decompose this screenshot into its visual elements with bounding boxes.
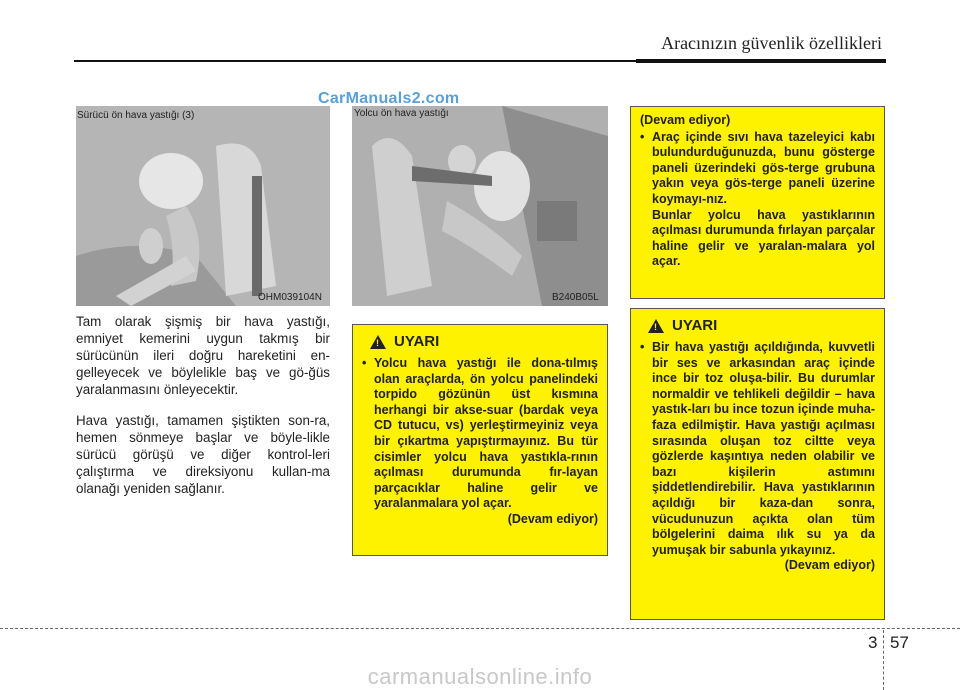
body-text (76, 313, 330, 511)
footer-watermark: carmanualsonline.info (367, 664, 593, 689)
warning-heading (648, 317, 875, 334)
figure-2-code: B240B05L (552, 292, 599, 303)
continued-head: (Devam ediyor) (640, 113, 731, 127)
warning-title: UYARI (394, 333, 440, 350)
watermark-logo-text: CarManuals2.com (318, 90, 460, 107)
header-rule-accent (636, 59, 886, 63)
body-paragraph-1: Tam olarak şişmiş bir hava yastığı, emniyet kemerini uygun takmış bir sürücünün ileri doğru hareketini en-gelleyecek ve böylelikle baş ve gö-ğüs yaralanmasını önleyecektir. (76, 314, 330, 397)
info-box-right-top (630, 106, 885, 299)
warning-box-right (630, 308, 885, 620)
warning-title: UYARI (672, 317, 718, 334)
warning-bullet: • Yolcu hava yastığı ile dona-tılmış olan araçlarda, ön yolcu panelindeki torpido gözünün üst kısmına herhangi bir akse-suar (bardak veya CD tutucu, vs) yerleştirmeyiniz veya bir çıkartma yapıştırmayınız. Bu tür cisimler yolcu hava yastıkla-rının açılması durumunda fır-layan parçacıklar haline gelir ve yaralanmalara yol açar. (362, 356, 598, 511)
warning-triangle-icon: ! (370, 335, 386, 349)
info-paragraph: Bunlar yolcu hava yastıklarının açılması durumunda fırlayan parçalar haline gelir ve yaralan-malara yol açar. (652, 207, 875, 269)
continued-label: (Devam ediyor) (784, 558, 875, 573)
body-paragraph-2: Hava yastığı, tamamen şiştikten son-ra, hemen sönmeye başlar ve böyle-likle sürücü görüşü ve diğer kontrol-leri çalıştırma ve direksiyonu kullan-ma olanağı yeniden sağlanır. (76, 413, 330, 496)
figure-1-code: OHM039104N (258, 292, 322, 303)
info-bullet-text: Araç içinde sıvı hava tazeleyici kabı bulundurduğunuzda, bunu gösterge paneli üzerindeki gös-terge grubuna yakın veya gös-terge paneli üzerine koymayı-nız. (652, 129, 875, 206)
figure-1-caption: Sürücü ön hava yastığı (3) (77, 110, 195, 121)
info-bullet: • Araç içinde sıvı hava tazeleyici kabı bulundurduğunuzda, bunu gösterge paneli üzerindeki gös-terge grubuna yakın veya gös-terge paneli üzerine koymayı-nız. (640, 129, 875, 206)
warning-triangle-icon: ! (648, 319, 664, 333)
warning-bullet-text: Yolcu hava yastığı ile dona-tılmış olan araçlarda, ön yolcu panelindeki torpido gözünün üst kısmına herhangi bir akse-suar (bardak veya CD tutucu, vs) yerleştirmeyiniz veya bir çıkartma yapıştırmayınız. Bu tür cisimler yolcu hava yastıkla-rının açılması durumunda fır-layan parçacıklar haline gelir ve yaralanmalara yol açar. (374, 356, 598, 511)
continued-label: (Devam ediyor) (507, 511, 598, 526)
page-number: 57 (890, 633, 909, 652)
warning-bullet-text: Bir hava yastığı açıldığında, kuvvetli bir ses ve arkasından araç içinde ince bir toz oluşa-bilir. Bu durumlar normaldir ve tehlikeli değildir – hava yastık-ları bu ince tozun içinde muha-faza edilmiştir. Hava yastığı açılması sırasında oluşan toz ciltte veya gözlerde kaşıntıya neden olabilir ve bazı kişilerin astımını şiddetlendirebilir. Hava yastıklarının açıldığı bir kaza-dan sonra, vücudunuzun açıkta olan tüm bölgelerini daima ılık su ya da yumuşak bir sabunla yıkayınız. (652, 340, 875, 557)
page-header-title: Aracınızın güvenlik özellikleri (661, 33, 882, 53)
warning-heading (370, 333, 598, 350)
footer-dashed-rule (0, 628, 960, 629)
chapter-number: 3 (868, 633, 878, 652)
figure-2-image (352, 106, 608, 306)
warning-bullet: • Bir hava yastığı açıldığında, kuvvetli bir ses ve arkasından araç içinde ince bir toz oluşa-bilir. Bu durumlar normaldir ve tehlikeli değildir – hava yastık-ları bu ince tozun içinde muha-faza edilmiştir. Hava yastığı açılması sırasında oluşan toz ciltte veya gözlerde kaşıntıya neden olabilir ve bazı kişilerin astımını şiddetlendirebilir. Hava yastıklarının açıldığı bir kaza-dan sonra, vücudunuzun açıkta olan tüm bölgelerini daima ılık su ya da yumuşak bir sabunla yıkayınız. (640, 340, 875, 557)
warning-box-middle (352, 324, 608, 556)
figure-2-caption: Yolcu ön hava yastığı (354, 108, 449, 119)
figure-1-image (76, 106, 330, 306)
